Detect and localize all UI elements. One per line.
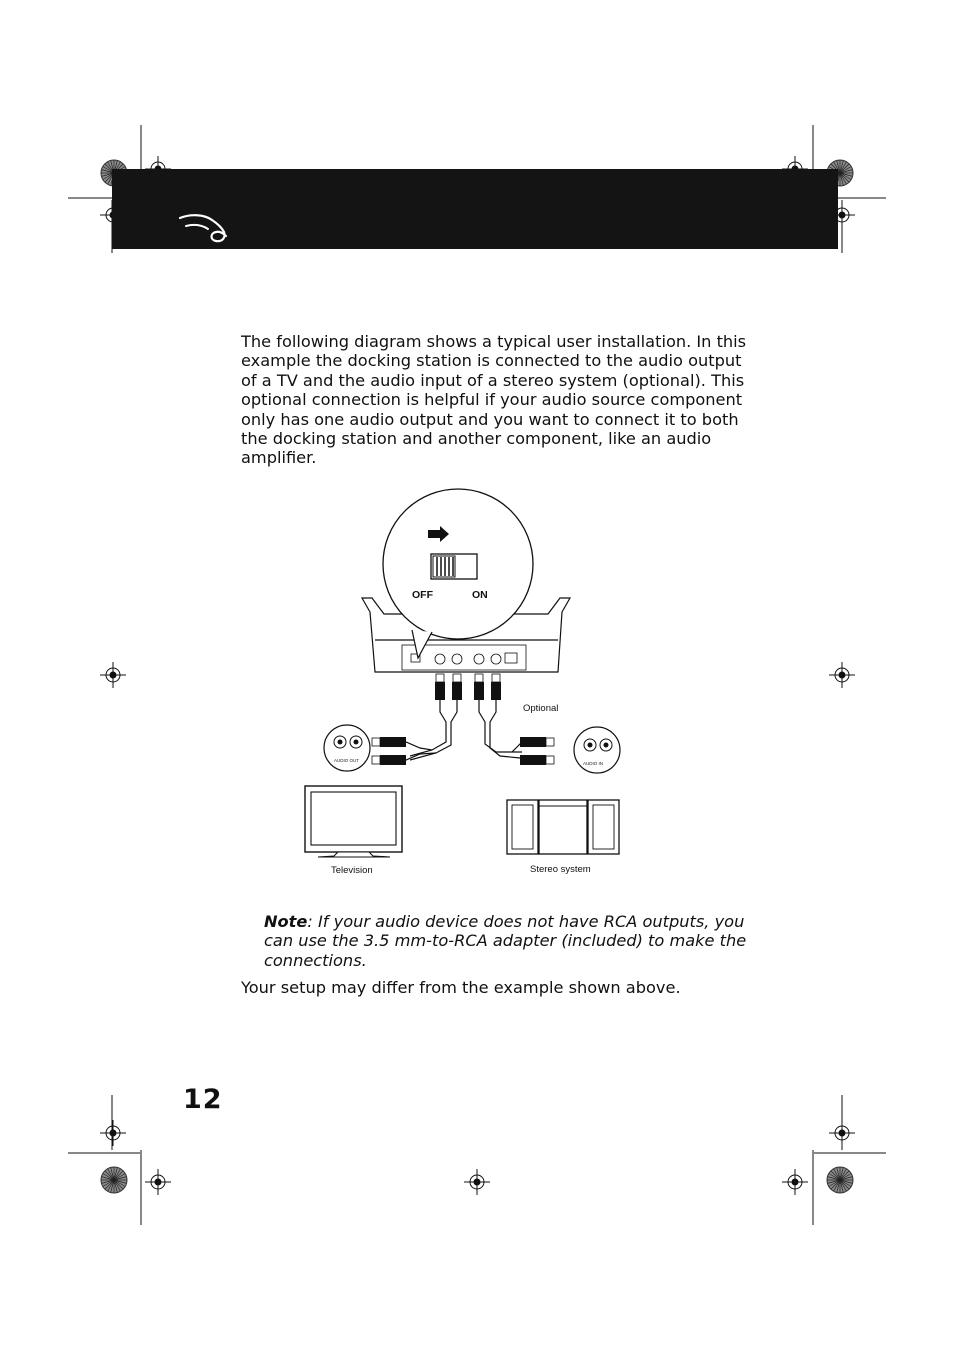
- stereo-system-icon: [507, 800, 619, 854]
- crosshair-target-icon: [100, 1120, 126, 1146]
- tv-audio-out-panel: [324, 725, 370, 771]
- crosshair-target-icon: [782, 1169, 808, 1195]
- audio-in-label: AUDIO IN: [583, 761, 604, 766]
- page-number: 12: [183, 1084, 223, 1115]
- crosshair-target-icon: [145, 1169, 171, 1195]
- sunburst-mark-icon: [827, 1167, 853, 1193]
- stereo-audio-in-panel: [574, 727, 620, 773]
- television-label: Television: [331, 865, 373, 876]
- television-icon: [305, 786, 402, 857]
- note-paragraph: [264, 912, 752, 970]
- closing-paragraph: Your setup may differ from the example shown above.: [241, 978, 681, 997]
- crosshair-target-icon: [829, 1120, 855, 1146]
- crosshair-target-icon: [100, 662, 126, 688]
- audio-out-label: AUDIO OUT: [334, 758, 360, 763]
- crosshair-target-icon: [829, 662, 855, 688]
- optional-label: Optional: [523, 703, 559, 714]
- stereo-system-label: Stereo system: [530, 864, 591, 875]
- note-label: Note: [264, 912, 308, 931]
- intro-paragraph: The following diagram shows a typical user installation. In this example the docking station is connected to the audio output of a TV and the audio input of a stereo system (optional). This optional connection is helpful if your audio source component only has one audio output and you want to connect it to both the docking station and another component, like an audio amplifier.: [241, 332, 747, 468]
- switch-off-label: OFF: [412, 589, 433, 601]
- installation-diagram: [300, 486, 630, 886]
- sunburst-mark-icon: [101, 1167, 127, 1193]
- crosshair-target-icon: [464, 1169, 490, 1195]
- rca-cables: [380, 700, 540, 762]
- switch-on-label: ON: [472, 589, 488, 601]
- brand-logo-icon: [178, 206, 238, 246]
- note-text: : If your audio device does not have RCA outputs, you can use the 3.5 mm-to-RCA adapter (included) to make the connections.: [264, 912, 747, 970]
